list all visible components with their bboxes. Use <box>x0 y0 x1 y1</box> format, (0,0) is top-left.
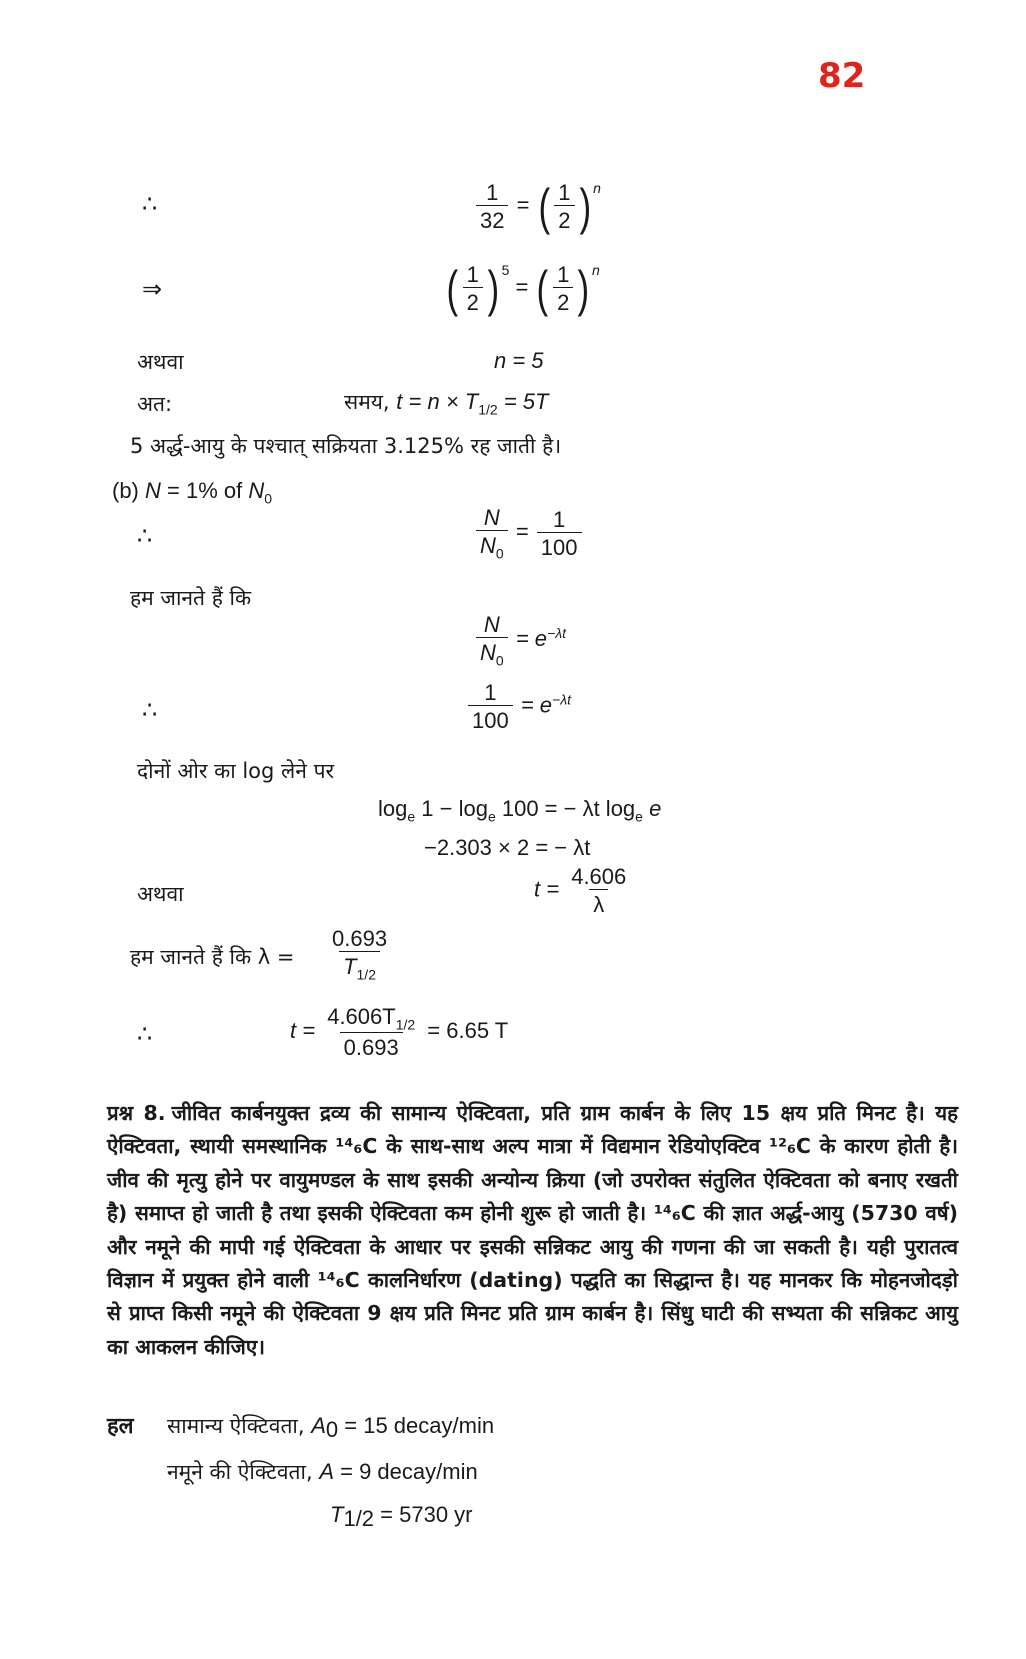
implies-symbol: ⇒ <box>142 276 163 303</box>
label-athva: अथवा <box>137 350 184 374</box>
equation-n-equals-5: n = 5 <box>494 348 544 373</box>
numerator: N <box>483 505 500 530</box>
therefore-symbol: ∴ <box>142 191 158 218</box>
therefore-symbol: ∴ <box>142 697 158 724</box>
text-we-know-that: हम जानते हैं कि <box>130 586 252 610</box>
value: = 9 decay/min <box>334 1459 478 1484</box>
question-label: प्रश्न 8. <box>107 1101 166 1125</box>
var-n0: N <box>248 478 265 503</box>
sub-half: 1/2 <box>356 966 376 983</box>
denominator: λ <box>589 889 608 917</box>
question-text: की ज्ञात अर्द्ध-आयु (5730 वर्ष) और नमूने की मापी गई ऐक्टिवता के आधार पर इसकी सन्निकट आयु की गणना की जा सकती है। यही पुरातत्व विज्ञान में प्रयुक्त होने वाली <box>107 1201 958 1293</box>
log-e: e <box>642 796 662 821</box>
var-t: T <box>330 1502 344 1527</box>
denominator: 0.693 <box>340 1032 403 1060</box>
numerator: 4.606T <box>327 1004 396 1029</box>
lhs: t = <box>290 1018 316 1044</box>
numerator: 1 <box>557 262 570 287</box>
denominator: 2 <box>553 287 573 315</box>
exponent: −λt <box>547 624 566 641</box>
question-8 <box>107 1097 958 1364</box>
sub-half: 1/2 <box>343 1506 375 1532</box>
numerator: 4.606 <box>571 864 627 889</box>
denominator: T <box>343 954 357 980</box>
denominator: 32 <box>476 205 508 233</box>
question-text: के साथ-साथ अल्प मात्रा में विद्यमान रेडियोएक्टिव <box>377 1134 769 1159</box>
exponent: 5 <box>501 262 510 278</box>
equation-ratio-1-over-100 <box>474 505 584 562</box>
therefore-symbol: ∴ <box>137 523 153 550</box>
var-a: A <box>319 1459 334 1484</box>
denominator: N <box>480 533 496 559</box>
sub-zero: 0 <box>495 545 504 562</box>
numerator: 1 <box>553 506 566 532</box>
rhs: = e <box>515 626 548 652</box>
solution-line-2 <box>167 1458 478 1486</box>
solution-line-3 <box>330 1502 473 1532</box>
isotope-c14: ¹⁴₆C <box>317 1268 360 1293</box>
equals: = <box>515 274 529 300</box>
numerator: 1 <box>486 180 499 205</box>
isotope-c14: ¹⁴₆C <box>653 1201 696 1226</box>
log-base: e <box>635 808 643 825</box>
sub-zero: 0 <box>495 652 504 669</box>
text-taking-log: दोनों ओर का log लेने पर <box>137 759 335 783</box>
numerator: 1 <box>484 680 497 705</box>
equation-final-t <box>290 1004 508 1061</box>
part-b-heading <box>112 478 272 506</box>
solution-text: नमूने की ऐक्टिवता, <box>167 1460 320 1484</box>
sub-zero: 0 <box>325 1417 339 1443</box>
equation-1-over-100-exp <box>466 680 571 734</box>
denominator: 100 <box>468 705 513 733</box>
expr-prefix: समय, <box>344 390 397 414</box>
sub-zero: 0 <box>264 490 273 507</box>
value: = 5730 yr <box>374 1502 473 1527</box>
question-text: के कारण होती है। जीव की मृत्यु होने पर वायुमण्डल के साथ इसकी अन्योन्य क्रिया (जो उपरोक्त संतुलित ऐक्टिवता को बनाए रखती है) समाप्त हो जाती है तथा इसकी ऐक्टिवता कम होनी शुरू हो जाती है। <box>107 1134 958 1226</box>
log-2: 1 − log <box>415 796 488 821</box>
denominator: N <box>480 640 496 666</box>
exponent: n <box>593 180 601 196</box>
question-text: कालनिर्धारण (dating) पद्धति का सिद्धान्त है। यह मानकर कि मोहनजोदड़ो से प्राप्त किसी नमूने की ऐक्टिवता 9 क्षय प्रति मिनट प्रति ग्राम कार्बन है। सिंधु घाटी की सभ्यता की सन्निकट आयु का आकलन कीजिए। <box>107 1268 958 1359</box>
numerator: 0.693 <box>332 926 388 951</box>
equation-half-power: ( $\frac{1}{2}$ ) $^5$ = ( $\frac{1}{2}$ ) $^n$ <box>446 260 600 317</box>
fraction-lambda <box>326 926 393 983</box>
label-athva: अथवा <box>137 882 184 906</box>
equation-log <box>378 796 661 824</box>
log-base: e <box>407 808 416 825</box>
lhs: t = <box>534 876 560 902</box>
value: = 15 decay/min <box>338 1413 495 1438</box>
equation-decay-law <box>474 612 566 669</box>
isotope-c14: ¹⁴₆C <box>335 1134 378 1159</box>
equals: = <box>515 519 529 545</box>
exponent: n <box>592 262 600 278</box>
expr-rest: = 5T <box>497 389 549 414</box>
var-n: N <box>145 478 161 503</box>
denominator: 2 <box>463 287 483 315</box>
solution-text: सामान्य ऐक्टिवता, <box>167 1414 312 1438</box>
therefore-symbol: ∴ <box>137 1021 153 1048</box>
denominator: 2 <box>554 205 574 233</box>
rhs: = e <box>520 692 553 718</box>
text-lambda-definition: हम जानते हैं कि λ = <box>130 945 295 969</box>
equation-1-over-32: $\frac{1}{32}$ = ( $\frac{1}{2}$ ) $^n$ <box>474 180 601 234</box>
part-b-label: (b) <box>112 478 145 503</box>
text-one-percent: = 1% of <box>160 478 249 503</box>
solution-line-1 <box>167 1412 494 1443</box>
equation-time <box>344 388 548 417</box>
label-atah: अत: <box>137 392 173 416</box>
page-number: 82 <box>818 56 866 96</box>
isotope-c12: ¹²₆C <box>769 1134 811 1159</box>
denominator: 100 <box>537 532 582 560</box>
sub-half: 1/2 <box>395 1016 416 1033</box>
numerator: 1 <box>466 262 479 287</box>
expr-t: t = n × T <box>396 389 479 414</box>
equation-numeric: −2.303 × 2 = − λt <box>424 835 591 860</box>
log-base: e <box>487 808 496 825</box>
exponent: −λt <box>552 691 572 708</box>
question-text: जीवित कार्बनयुक्त द्रव्य की सामान्य ऐक्टिवता, प्रति ग्राम कार्बन के लिए 15 क्षय प्रति मिनट है। यह ऐक्टिवता, स्थायी समस्थानिक <box>107 1101 958 1159</box>
rhs: = 6.65 T <box>427 1018 509 1044</box>
equals: = <box>516 192 530 218</box>
var-a: A <box>311 1413 326 1438</box>
numerator: N <box>483 612 500 637</box>
statement-activity-remaining: 5 अर्द्ध-आयु के पश्चात् सक्रियता 3.125% रह जाती है। <box>130 434 562 458</box>
log-3: 100 = − λt log <box>495 796 636 821</box>
log-1: log <box>378 796 408 821</box>
equation-t-4606 <box>534 864 632 918</box>
numerator: 1 <box>558 180 571 205</box>
expr-sub: 1/2 <box>478 401 498 418</box>
solution-label: हल <box>107 1414 134 1439</box>
